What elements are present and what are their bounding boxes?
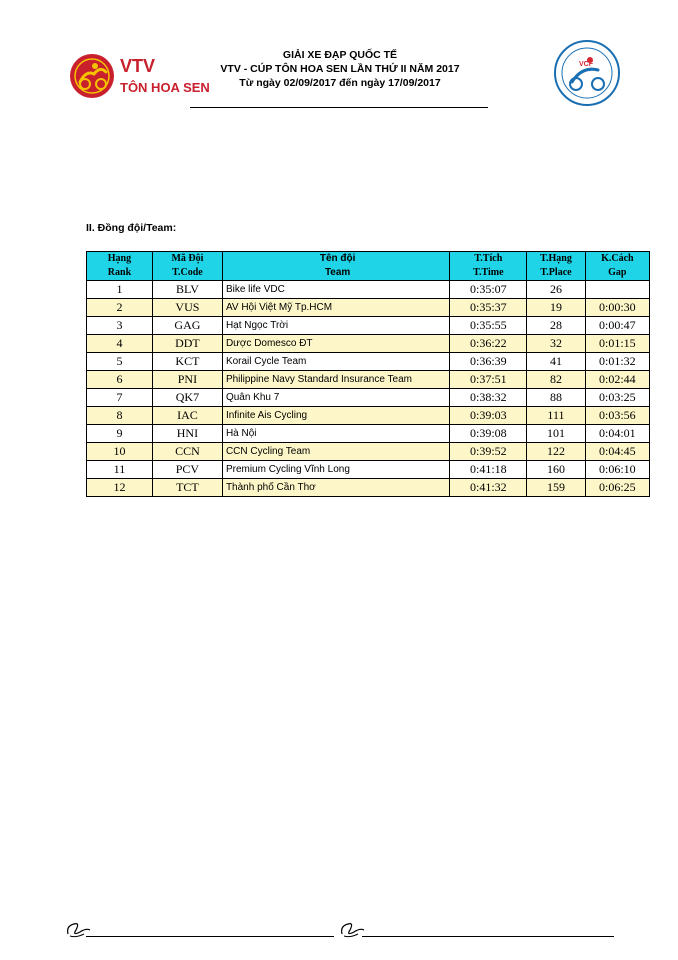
title-line-1: GIẢI XE ĐẠP QUỐC TẾ	[282, 49, 398, 61]
table-row: 4 DDT Dược Domesco ĐT 0:36:22 32 0:01:15	[87, 335, 650, 353]
table-row: 12 TCT Thành phố Cần Thơ 0:41:32 159 0:06:25	[87, 479, 650, 497]
table-row: 2 VUS AV Hội Việt Mỹ Tp.HCM 0:35:37 19 0:00:30	[87, 299, 650, 317]
title-underline	[190, 107, 488, 108]
table-header-row	[87, 252, 650, 281]
title-line-3: Từ ngày 02/09/2017 đến ngày 17/09/2017	[239, 77, 441, 89]
col-header-rank: Hạng Rank	[87, 252, 153, 281]
table-row: 6 PNI Philippine Navy Standard Insurance Team 0:37:51 82 0:02:44	[87, 371, 650, 389]
logo-brand-bottom: TÔN HOA SEN	[120, 80, 210, 95]
vcf-logo-text: VCF	[579, 61, 593, 68]
vcf-logo	[552, 38, 622, 108]
signature-line-right	[362, 936, 614, 937]
col-header-time: T.Tích T.Time	[450, 252, 527, 281]
table-row: 8 IAC Infinite Ais Cycling 0:39:03 111 0:03:56	[87, 407, 650, 425]
table-row: 5 KCT Korail Cycle Team 0:36:39 41 0:01:32	[87, 353, 650, 371]
table-row: 10 CCN CCN Cycling Team 0:39:52 122 0:04:45	[87, 443, 650, 461]
section-title: II. Đồng đội/Team:	[86, 222, 177, 234]
logo-brand-top: VTV	[120, 56, 156, 76]
col-header-place: T.Hạng T.Place	[527, 252, 585, 281]
title-line-2: VTV - CÚP TÔN HOA SEN LẦN THỨ II NĂM 2017	[220, 63, 460, 75]
col-header-gap: K.Cách Gap	[585, 252, 649, 281]
event-title	[190, 48, 490, 90]
table-row: 9 HNI Hà Nội 0:39:08 101 0:04:01	[87, 425, 650, 443]
document-header	[0, 0, 678, 120]
col-header-code: Mã Đội T.Code	[152, 252, 222, 281]
table-row: 3 GAG Hạt Ngọc Trời 0:35:55 28 0:00:47	[87, 317, 650, 335]
signature-footer	[60, 916, 620, 942]
table-row: 11 PCV Premium Cycling Vĩnh Long 0:41:18 160 0:06:10	[87, 461, 650, 479]
team-results-table	[86, 251, 650, 497]
col-header-team: Tên đội Team	[222, 252, 449, 281]
signature-line-left	[86, 936, 334, 937]
table-row: 7 QK7 Quân Khu 7 0:38:32 88 0:03:25	[87, 389, 650, 407]
table-row: 1 BLV Bike life VDC 0:35:07 26	[87, 281, 650, 299]
